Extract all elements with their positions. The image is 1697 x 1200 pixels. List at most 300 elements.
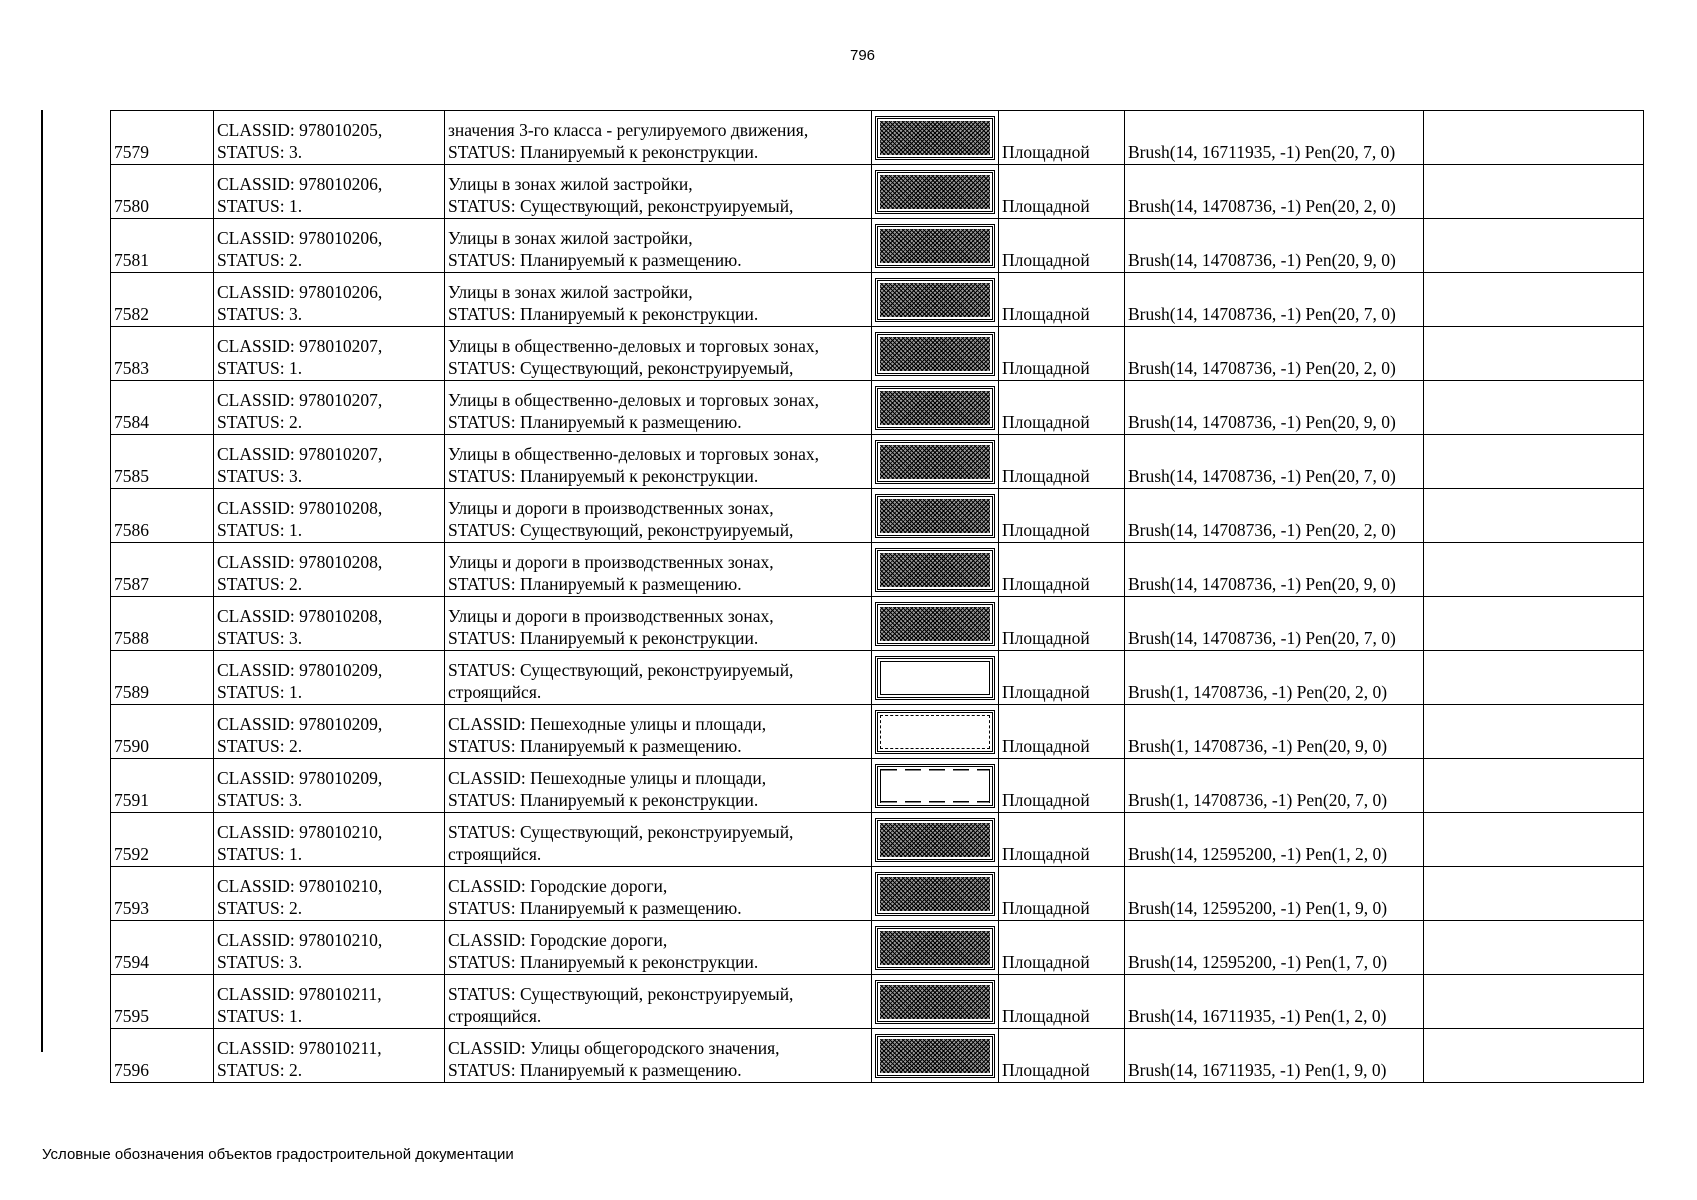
table-row (111, 489, 1644, 543)
classid-cell (214, 543, 445, 597)
table-row (111, 435, 1644, 489)
symbol-frame (875, 224, 995, 268)
row-id-text: 7581 (114, 250, 149, 270)
object-type-text: Площадной (1002, 466, 1090, 486)
classid-cell (214, 435, 445, 489)
description-line-1: STATUS: Существующий, реконструируемый, (448, 984, 794, 1004)
style-text: Brush(14, 14708736, -1) Pen(20, 2, 0) (1128, 196, 1396, 216)
style-text: Brush(1, 14708736, -1) Pen(20, 7, 0) (1128, 790, 1388, 810)
style-text: Brush(14, 14708736, -1) Pen(20, 2, 0) (1128, 520, 1396, 540)
table-row (111, 327, 1644, 381)
symbol-frame (875, 386, 995, 430)
description-cell (445, 597, 872, 651)
status-code-text: STATUS: 2. (217, 898, 303, 918)
description-line-2: STATUS: Планируемый к размещению. (448, 1060, 742, 1080)
description-cell (445, 219, 872, 273)
description-cell (445, 867, 872, 921)
table-row (111, 273, 1644, 327)
symbol-cell (872, 813, 999, 867)
object-type-cell (999, 759, 1125, 813)
table-row (111, 813, 1644, 867)
object-type-cell (999, 435, 1125, 489)
style-text: Brush(14, 16711935, -1) Pen(1, 9, 0) (1128, 1060, 1387, 1080)
table-row (111, 1029, 1644, 1083)
style-cell (1125, 165, 1424, 219)
symbol-frame (875, 656, 995, 700)
style-cell (1125, 813, 1424, 867)
style-cell (1125, 381, 1424, 435)
status-code-text: STATUS: 2. (217, 412, 303, 432)
symbol-swatch-outline (880, 661, 990, 695)
empty-cell (1424, 813, 1644, 867)
description-line-1: CLASSID: Пешеходные улицы и площади, (448, 768, 767, 788)
classid-cell (214, 489, 445, 543)
classid-cell (214, 327, 445, 381)
symbol-swatch-dense (880, 175, 990, 209)
status-code-text: STATUS: 1. (217, 844, 303, 864)
style-cell (1125, 435, 1424, 489)
symbol-swatch-dense (880, 553, 990, 587)
style-cell (1125, 273, 1424, 327)
symbol-cell (872, 435, 999, 489)
symbol-frame (875, 926, 995, 970)
symbol-swatch-dense (880, 499, 990, 533)
description-cell (445, 435, 872, 489)
legend-table-body (111, 111, 1644, 1083)
style-cell (1125, 867, 1424, 921)
row-id (111, 867, 214, 921)
row-id (111, 975, 214, 1029)
style-text: Brush(1, 14708736, -1) Pen(20, 9, 0) (1128, 736, 1388, 756)
row-id (111, 1029, 214, 1083)
symbol-frame (875, 710, 995, 754)
empty-cell (1424, 111, 1644, 165)
row-id-text: 7582 (114, 304, 149, 324)
description-line-1: значения 3-го класса - регулируемого движения, (448, 120, 809, 140)
style-text: Brush(14, 16711935, -1) Pen(1, 2, 0) (1128, 1006, 1387, 1026)
symbol-swatch-dense (880, 283, 990, 317)
classid-cell (214, 1029, 445, 1083)
symbol-cell (872, 327, 999, 381)
classid-cell (214, 921, 445, 975)
table-row (111, 651, 1644, 705)
status-code-text: STATUS: 3. (217, 628, 303, 648)
symbol-swatch-dense (880, 229, 990, 263)
classid-cell (214, 165, 445, 219)
description-line-2: строящийся. (448, 682, 542, 702)
description-cell (445, 543, 872, 597)
status-code-text: STATUS: 3. (217, 466, 303, 486)
empty-cell (1424, 165, 1644, 219)
style-cell (1125, 489, 1424, 543)
style-cell (1125, 543, 1424, 597)
empty-cell (1424, 597, 1644, 651)
status-code-text: STATUS: 3. (217, 790, 303, 810)
description-line-2: STATUS: Планируемый к реконструкции. (448, 304, 759, 324)
table-row (111, 219, 1644, 273)
object-type-cell (999, 165, 1125, 219)
symbol-frame (875, 818, 995, 862)
row-id-text: 7596 (114, 1060, 149, 1080)
row-id-text: 7585 (114, 466, 149, 486)
symbol-swatch-dense (880, 1039, 990, 1073)
classid-text: CLASSID: 978010206, (217, 282, 383, 302)
style-cell (1125, 1029, 1424, 1083)
classid-cell (214, 111, 445, 165)
description-line-1: Улицы и дороги в производственных зонах, (448, 606, 774, 626)
description-cell (445, 705, 872, 759)
symbol-frame (875, 1034, 995, 1078)
object-type-cell (999, 651, 1125, 705)
object-type-text: Площадной (1002, 682, 1090, 702)
symbol-cell (872, 597, 999, 651)
style-text: Brush(14, 14708736, -1) Pen(20, 9, 0) (1128, 574, 1396, 594)
row-id-text: 7583 (114, 358, 149, 378)
status-code-text: STATUS: 3. (217, 304, 303, 324)
style-cell (1125, 327, 1424, 381)
symbol-swatch-dash-long (880, 769, 990, 803)
object-type-text: Площадной (1002, 304, 1090, 324)
style-text: Brush(14, 12595200, -1) Pen(1, 7, 0) (1128, 952, 1388, 972)
classid-cell (214, 813, 445, 867)
description-cell (445, 813, 872, 867)
empty-cell (1424, 975, 1644, 1029)
description-line-1: Улицы в зонах жилой застройки, (448, 228, 693, 248)
classid-text: CLASSID: 978010206, (217, 174, 383, 194)
classid-cell (214, 651, 445, 705)
row-id (111, 489, 214, 543)
status-code-text: STATUS: 1. (217, 358, 303, 378)
symbol-frame (875, 332, 995, 376)
symbol-swatch-dense (880, 607, 990, 641)
classid-text: CLASSID: 978010210, (217, 930, 383, 950)
row-id-text: 7591 (114, 790, 149, 810)
symbol-swatch-dash-short (880, 715, 990, 749)
classid-cell (214, 975, 445, 1029)
description-cell (445, 273, 872, 327)
description-cell (445, 759, 872, 813)
object-type-cell (999, 921, 1125, 975)
row-id (111, 327, 214, 381)
symbol-cell (872, 867, 999, 921)
object-type-cell (999, 867, 1125, 921)
description-line-1: Улицы в общественно-деловых и торговых зонах, (448, 444, 820, 464)
symbol-cell (872, 975, 999, 1029)
description-line-1: STATUS: Существующий, реконструируемый, (448, 822, 794, 842)
symbol-cell (872, 543, 999, 597)
empty-cell (1424, 1029, 1644, 1083)
classid-text: CLASSID: 978010210, (217, 876, 383, 896)
row-id (111, 273, 214, 327)
description-cell (445, 327, 872, 381)
style-cell (1125, 111, 1424, 165)
empty-cell (1424, 705, 1644, 759)
description-line-1: Улицы в зонах жилой застройки, (448, 282, 693, 302)
row-id (111, 111, 214, 165)
empty-cell (1424, 759, 1644, 813)
status-code-text: STATUS: 3. (217, 142, 303, 162)
classid-text: CLASSID: 978010206, (217, 228, 383, 248)
object-type-text: Площадной (1002, 412, 1090, 432)
object-type-cell (999, 975, 1125, 1029)
symbol-frame (875, 278, 995, 322)
table-row (111, 867, 1644, 921)
classid-text: CLASSID: 978010208, (217, 606, 383, 626)
symbol-swatch-dense (880, 931, 990, 965)
symbol-swatch-dense (880, 877, 990, 911)
classid-text: CLASSID: 978010211, (217, 984, 382, 1004)
object-type-text: Площадной (1002, 358, 1090, 378)
object-type-text: Площадной (1002, 196, 1090, 216)
classid-text: CLASSID: 978010207, (217, 444, 383, 464)
symbol-cell (872, 165, 999, 219)
document-footer: Условные обозначения объектов градостроительной документации (42, 1146, 514, 1163)
object-type-cell (999, 813, 1125, 867)
description-line-2: STATUS: Планируемый к размещению. (448, 412, 742, 432)
table-row (111, 759, 1644, 813)
empty-cell (1424, 327, 1644, 381)
symbol-cell (872, 651, 999, 705)
symbol-cell (872, 219, 999, 273)
table-row (111, 381, 1644, 435)
table-row (111, 597, 1644, 651)
classid-cell (214, 705, 445, 759)
symbol-cell (872, 381, 999, 435)
description-line-1: STATUS: Существующий, реконструируемый, (448, 660, 794, 680)
object-type-text: Площадной (1002, 844, 1090, 864)
symbol-frame (875, 494, 995, 538)
description-line-2: STATUS: Планируемый к размещению. (448, 250, 742, 270)
row-id-text: 7587 (114, 574, 149, 594)
empty-cell (1424, 543, 1644, 597)
classid-text: CLASSID: 978010209, (217, 768, 383, 788)
row-id-text: 7595 (114, 1006, 149, 1026)
empty-cell (1424, 435, 1644, 489)
empty-cell (1424, 273, 1644, 327)
classid-cell (214, 273, 445, 327)
classid-text: CLASSID: 978010210, (217, 822, 383, 842)
symbol-swatch-dense (880, 823, 990, 857)
description-line-1: CLASSID: Улицы общегородского значения, (448, 1038, 780, 1058)
object-type-cell (999, 219, 1125, 273)
symbol-frame (875, 764, 995, 808)
description-line-1: Улицы и дороги в производственных зонах, (448, 498, 774, 518)
description-cell (445, 165, 872, 219)
classid-text: CLASSID: 978010209, (217, 660, 383, 680)
object-type-cell (999, 1029, 1125, 1083)
style-cell (1125, 921, 1424, 975)
symbol-cell (872, 489, 999, 543)
symbol-swatch-dense (880, 391, 990, 425)
description-line-1: CLASSID: Городские дороги, (448, 930, 668, 950)
status-code-text: STATUS: 3. (217, 952, 303, 972)
style-text: Brush(1, 14708736, -1) Pen(20, 2, 0) (1128, 682, 1388, 702)
symbol-cell (872, 759, 999, 813)
object-type-text: Площадной (1002, 898, 1090, 918)
row-id-text: 7594 (114, 952, 149, 972)
object-type-text: Площадной (1002, 142, 1090, 162)
empty-cell (1424, 921, 1644, 975)
style-cell (1125, 651, 1424, 705)
object-type-text: Площадной (1002, 520, 1090, 540)
description-line-2: строящийся. (448, 1006, 542, 1026)
classid-cell (214, 867, 445, 921)
description-line-2: STATUS: Планируемый к реконструкции. (448, 952, 759, 972)
table-row (111, 111, 1644, 165)
row-id-text: 7586 (114, 520, 149, 540)
row-id-text: 7588 (114, 628, 149, 648)
description-cell (445, 1029, 872, 1083)
description-line-2: строящийся. (448, 844, 542, 864)
status-code-text: STATUS: 1. (217, 682, 303, 702)
description-line-2: STATUS: Планируемый к реконструкции. (448, 466, 759, 486)
classid-text: CLASSID: 978010209, (217, 714, 383, 734)
classid-cell (214, 597, 445, 651)
description-line-1: Улицы в общественно-деловых и торговых зонах, (448, 390, 820, 410)
style-text: Brush(14, 14708736, -1) Pen(20, 9, 0) (1128, 250, 1396, 270)
left-margin-rule (41, 110, 43, 1052)
object-type-cell (999, 597, 1125, 651)
style-text: Brush(14, 14708736, -1) Pen(20, 7, 0) (1128, 304, 1396, 324)
symbol-frame (875, 116, 995, 160)
table-row (111, 975, 1644, 1029)
legend-table (110, 110, 1644, 1083)
row-id (111, 705, 214, 759)
symbol-cell (872, 111, 999, 165)
object-type-text: Площадной (1002, 250, 1090, 270)
object-type-text: Площадной (1002, 790, 1090, 810)
classid-cell (214, 759, 445, 813)
description-line-2: STATUS: Существующий, реконструируемый, (448, 196, 794, 216)
classid-cell (214, 381, 445, 435)
description-line-1: Улицы в зонах жилой застройки, (448, 174, 693, 194)
row-id (111, 921, 214, 975)
object-type-text: Площадной (1002, 628, 1090, 648)
symbol-swatch-dense (880, 985, 990, 1019)
description-line-1: Улицы в общественно-деловых и торговых зонах, (448, 336, 820, 356)
table-row (111, 921, 1644, 975)
status-code-text: STATUS: 1. (217, 520, 303, 540)
object-type-cell (999, 543, 1125, 597)
row-id (111, 165, 214, 219)
object-type-cell (999, 489, 1125, 543)
object-type-text: Площадной (1002, 1060, 1090, 1080)
object-type-cell (999, 111, 1125, 165)
symbol-frame (875, 872, 995, 916)
object-type-cell (999, 327, 1125, 381)
description-line-2: STATUS: Планируемый к реконструкции. (448, 142, 759, 162)
description-line-2: STATUS: Существующий, реконструируемый, (448, 520, 794, 540)
row-id (111, 813, 214, 867)
symbol-swatch-dense (880, 121, 990, 155)
description-line-1: Улицы и дороги в производственных зонах, (448, 552, 774, 572)
description-line-1: CLASSID: Пешеходные улицы и площади, (448, 714, 767, 734)
description-line-2: STATUS: Планируемый к реконструкции. (448, 628, 759, 648)
status-code-text: STATUS: 1. (217, 196, 303, 216)
style-text: Brush(14, 14708736, -1) Pen(20, 7, 0) (1128, 466, 1396, 486)
row-id-text: 7593 (114, 898, 149, 918)
table-row (111, 543, 1644, 597)
style-text: Brush(14, 12595200, -1) Pen(1, 9, 0) (1128, 898, 1388, 918)
symbol-frame (875, 170, 995, 214)
symbol-swatch-dense (880, 445, 990, 479)
row-id (111, 759, 214, 813)
description-cell (445, 975, 872, 1029)
row-id (111, 219, 214, 273)
description-cell (445, 489, 872, 543)
row-id-text: 7584 (114, 412, 149, 432)
symbol-frame (875, 548, 995, 592)
empty-cell (1424, 867, 1644, 921)
description-line-2: STATUS: Планируемый к размещению. (448, 736, 742, 756)
symbol-cell (872, 273, 999, 327)
style-text: Brush(14, 14708736, -1) Pen(20, 2, 0) (1128, 358, 1396, 378)
object-type-cell (999, 705, 1125, 759)
empty-cell (1424, 489, 1644, 543)
classid-text: CLASSID: 978010207, (217, 390, 383, 410)
row-id (111, 651, 214, 705)
object-type-text: Площадной (1002, 736, 1090, 756)
symbol-frame (875, 602, 995, 646)
symbol-swatch-dense (880, 337, 990, 371)
description-cell (445, 381, 872, 435)
description-cell (445, 921, 872, 975)
classid-text: CLASSID: 978010207, (217, 336, 383, 356)
object-type-cell (999, 273, 1125, 327)
status-code-text: STATUS: 2. (217, 736, 303, 756)
style-cell (1125, 759, 1424, 813)
description-cell (445, 651, 872, 705)
empty-cell (1424, 651, 1644, 705)
object-type-text: Площадной (1002, 1006, 1090, 1026)
classid-text: CLASSID: 978010205, (217, 120, 383, 140)
description-line-2: STATUS: Существующий, реконструируемый, (448, 358, 794, 378)
classid-text: CLASSID: 978010208, (217, 552, 383, 572)
classid-cell (214, 219, 445, 273)
row-id (111, 543, 214, 597)
symbol-frame (875, 980, 995, 1024)
style-text: Brush(14, 16711935, -1) Pen(20, 7, 0) (1128, 142, 1396, 162)
empty-cell (1424, 381, 1644, 435)
row-id-text: 7579 (114, 142, 149, 162)
style-cell (1125, 975, 1424, 1029)
description-line-2: STATUS: Планируемый к реконструкции. (448, 790, 759, 810)
symbol-cell (872, 705, 999, 759)
status-code-text: STATUS: 2. (217, 574, 303, 594)
row-id-text: 7590 (114, 736, 149, 756)
object-type-text: Площадной (1002, 574, 1090, 594)
row-id-text: 7580 (114, 196, 149, 216)
description-line-2: STATUS: Планируемый к размещению. (448, 898, 742, 918)
style-cell (1125, 705, 1424, 759)
status-code-text: STATUS: 2. (217, 250, 303, 270)
object-type-cell (999, 381, 1125, 435)
classid-text: CLASSID: 978010211, (217, 1038, 382, 1058)
table-row (111, 165, 1644, 219)
row-id (111, 381, 214, 435)
classid-text: CLASSID: 978010208, (217, 498, 383, 518)
empty-cell (1424, 219, 1644, 273)
table-row (111, 705, 1644, 759)
style-cell (1125, 597, 1424, 651)
symbol-frame (875, 440, 995, 484)
page-number: 796 (849, 47, 876, 64)
style-text: Brush(14, 14708736, -1) Pen(20, 9, 0) (1128, 412, 1396, 432)
description-line-1: CLASSID: Городские дороги, (448, 876, 668, 896)
row-id (111, 597, 214, 651)
row-id (111, 435, 214, 489)
object-type-text: Площадной (1002, 952, 1090, 972)
